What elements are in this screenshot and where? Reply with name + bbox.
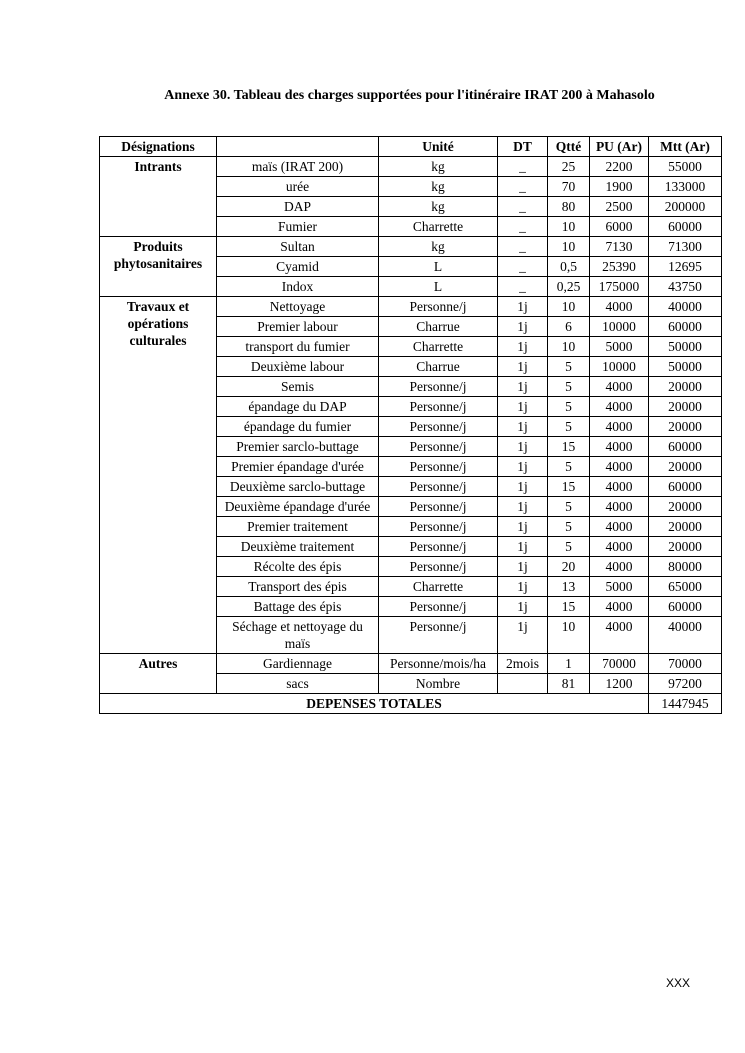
cell-qtte: 6 [548, 317, 590, 337]
cell-mtt: 20000 [649, 397, 722, 417]
cell-mtt: 60000 [649, 217, 722, 237]
cell-item: urée [217, 177, 379, 197]
cell-unite: Personne/j [379, 417, 498, 437]
cell-qtte: 5 [548, 457, 590, 477]
header-designations: Désignations [100, 137, 217, 157]
cell-qtte: 0,25 [548, 277, 590, 297]
header-unite: Unité [379, 137, 498, 157]
cell-mtt: 200000 [649, 197, 722, 217]
cell-item: Nettoyage [217, 297, 379, 317]
cell-unite: Personne/j [379, 617, 498, 654]
total-label: DEPENSES TOTALES [100, 694, 649, 714]
cell-qtte: 10 [548, 237, 590, 257]
cell-unite: Personne/j [379, 437, 498, 457]
cell-unite: Personne/j [379, 557, 498, 577]
cell-dt: 1j [498, 337, 548, 357]
cell-qtte: 1 [548, 654, 590, 674]
cell-dt: _ [498, 277, 548, 297]
cell-dt: _ [498, 177, 548, 197]
cell-mtt: 50000 [649, 357, 722, 377]
cell-dt: 1j [498, 517, 548, 537]
cell-item: transport du fumier [217, 337, 379, 357]
total-row [100, 694, 722, 714]
cell-item: Premier traitement [217, 517, 379, 537]
cell-qtte: 5 [548, 357, 590, 377]
page-title: Annexe 30. Tableau des charges supportées pour l'itinéraire IRAT 200 à Mahasolo [164, 88, 655, 103]
cell-unite: Personne/j [379, 297, 498, 317]
cell-item: Récolte des épis [217, 557, 379, 577]
cell-item: Transport des épis [217, 577, 379, 597]
cell-item: Indox [217, 277, 379, 297]
header-dt: DT [498, 137, 548, 157]
cell-qtte: 5 [548, 537, 590, 557]
cell-item: épandage du DAP [217, 397, 379, 417]
cell-unite: Charrue [379, 357, 498, 377]
cell-qtte: 15 [548, 437, 590, 457]
cell-pu: 10000 [590, 357, 649, 377]
group-label: Produits phytosanitaires [100, 237, 217, 297]
cell-pu: 4000 [590, 417, 649, 437]
header-pu: PU (Ar) [590, 137, 649, 157]
cell-unite: Charrette [379, 337, 498, 357]
cell-mtt: 60000 [649, 597, 722, 617]
cell-dt [498, 674, 548, 694]
cell-unite: L [379, 277, 498, 297]
cell-pu: 70000 [590, 654, 649, 674]
cell-dt: _ [498, 217, 548, 237]
header-item [217, 137, 379, 157]
cell-dt: 2mois [498, 654, 548, 674]
cell-item: Deuxième épandage d'urée [217, 497, 379, 517]
cell-pu: 4000 [590, 537, 649, 557]
cell-dt: _ [498, 237, 548, 257]
cell-dt: 1j [498, 417, 548, 437]
cell-qtte: 13 [548, 577, 590, 597]
cell-dt: 1j [498, 557, 548, 577]
cell-qtte: 80 [548, 197, 590, 217]
page-number: XXX [665, 976, 690, 990]
cell-qtte: 25 [548, 157, 590, 177]
cell-unite: Personne/j [379, 537, 498, 557]
cell-dt: _ [498, 157, 548, 177]
group-label: Travaux et opérations culturales [100, 297, 217, 654]
table-body [100, 157, 722, 694]
cell-unite: Charrue [379, 317, 498, 337]
table-row [100, 297, 722, 317]
cell-dt: 1j [498, 357, 548, 377]
cell-qtte: 81 [548, 674, 590, 694]
cell-mtt: 71300 [649, 237, 722, 257]
cell-qtte: 10 [548, 617, 590, 654]
cell-pu: 25390 [590, 257, 649, 277]
cell-pu: 1200 [590, 674, 649, 694]
table-row [100, 237, 722, 257]
group-label: Intrants [100, 157, 217, 237]
cell-unite: Personne/j [379, 497, 498, 517]
cell-dt: 1j [498, 297, 548, 317]
cell-item: Cyamid [217, 257, 379, 277]
cell-mtt: 70000 [649, 654, 722, 674]
cell-unite: Personne/j [379, 377, 498, 397]
cell-mtt: 20000 [649, 537, 722, 557]
cell-pu: 4000 [590, 457, 649, 477]
cell-qtte: 10 [548, 297, 590, 317]
cell-item: Deuxième traitement [217, 537, 379, 557]
cell-unite: Personne/j [379, 397, 498, 417]
group-label: Autres [100, 654, 217, 694]
cell-unite: Personne/j [379, 597, 498, 617]
table-row [100, 157, 722, 177]
cell-qtte: 10 [548, 217, 590, 237]
cell-mtt: 20000 [649, 377, 722, 397]
cell-mtt: 55000 [649, 157, 722, 177]
cell-pu: 2200 [590, 157, 649, 177]
cell-pu: 4000 [590, 517, 649, 537]
cell-item: Semis [217, 377, 379, 397]
cell-dt: _ [498, 257, 548, 277]
cell-pu: 4000 [590, 597, 649, 617]
cell-dt: 1j [498, 537, 548, 557]
charges-table [99, 136, 722, 714]
cell-item: Premier sarclo-buttage [217, 437, 379, 457]
cell-item: Sultan [217, 237, 379, 257]
cell-qtte: 20 [548, 557, 590, 577]
cell-mtt: 40000 [649, 297, 722, 317]
cell-dt: 1j [498, 597, 548, 617]
cell-mtt: 20000 [649, 457, 722, 477]
cell-pu: 4000 [590, 557, 649, 577]
cell-unite: Personne/j [379, 457, 498, 477]
cell-pu: 4000 [590, 297, 649, 317]
cell-unite: kg [379, 177, 498, 197]
cell-mtt: 40000 [649, 617, 722, 654]
cell-dt: 1j [498, 577, 548, 597]
cell-dt: 1j [498, 317, 548, 337]
cell-mtt: 20000 [649, 497, 722, 517]
cell-pu: 4000 [590, 497, 649, 517]
cell-qtte: 15 [548, 597, 590, 617]
cell-mtt: 20000 [649, 417, 722, 437]
cell-item: Deuxième sarclo-buttage [217, 477, 379, 497]
cell-qtte: 5 [548, 417, 590, 437]
cell-item: Gardiennage [217, 654, 379, 674]
cell-qtte: 5 [548, 517, 590, 537]
cell-unite: kg [379, 157, 498, 177]
cell-qtte: 0,5 [548, 257, 590, 277]
header-qtte: Qtté [548, 137, 590, 157]
cell-mtt: 50000 [649, 337, 722, 357]
cell-item: Premier épandage d'urée [217, 457, 379, 477]
cell-pu: 1900 [590, 177, 649, 197]
cell-unite: L [379, 257, 498, 277]
cell-dt: _ [498, 197, 548, 217]
cell-pu: 5000 [590, 577, 649, 597]
cell-pu: 5000 [590, 337, 649, 357]
cell-item: DAP [217, 197, 379, 217]
table-header-row [100, 137, 722, 157]
cell-mtt: 12695 [649, 257, 722, 277]
cell-mtt: 80000 [649, 557, 722, 577]
cell-dt: 1j [498, 457, 548, 477]
cell-qtte: 70 [548, 177, 590, 197]
cell-qtte: 10 [548, 337, 590, 357]
cell-qtte: 5 [548, 497, 590, 517]
cell-pu: 10000 [590, 317, 649, 337]
cell-pu: 4000 [590, 377, 649, 397]
cell-mtt: 60000 [649, 477, 722, 497]
cell-qtte: 15 [548, 477, 590, 497]
cell-unite: Charrette [379, 217, 498, 237]
cell-item: Fumier [217, 217, 379, 237]
cell-mtt: 60000 [649, 437, 722, 457]
cell-unite: kg [379, 237, 498, 257]
cell-pu: 4000 [590, 397, 649, 417]
cell-pu: 4000 [590, 477, 649, 497]
cell-unite: Nombre [379, 674, 498, 694]
cell-mtt: 97200 [649, 674, 722, 694]
cell-item: maïs (IRAT 200) [217, 157, 379, 177]
cell-pu: 175000 [590, 277, 649, 297]
cell-dt: 1j [498, 397, 548, 417]
table-row [100, 654, 722, 674]
cell-pu: 2500 [590, 197, 649, 217]
cell-qtte: 5 [548, 377, 590, 397]
cell-item: Séchage et nettoyage du maïs [217, 617, 379, 654]
header-mtt: Mtt (Ar) [649, 137, 722, 157]
cell-item: Battage des épis [217, 597, 379, 617]
cell-unite: Charrette [379, 577, 498, 597]
cell-dt: 1j [498, 497, 548, 517]
cell-unite: Personne/j [379, 477, 498, 497]
cell-unite: kg [379, 197, 498, 217]
cell-mtt: 65000 [649, 577, 722, 597]
cell-dt: 1j [498, 377, 548, 397]
cell-qtte: 5 [548, 397, 590, 417]
cell-mtt: 133000 [649, 177, 722, 197]
cell-unite: Personne/j [379, 517, 498, 537]
total-value: 1447945 [649, 694, 722, 714]
cell-item: Deuxième labour [217, 357, 379, 377]
cell-mtt: 20000 [649, 517, 722, 537]
cell-pu: 4000 [590, 437, 649, 457]
cell-pu: 4000 [590, 617, 649, 654]
cell-pu: 6000 [590, 217, 649, 237]
cell-item: Premier labour [217, 317, 379, 337]
cell-dt: 1j [498, 437, 548, 457]
cell-item: sacs [217, 674, 379, 694]
cell-dt: 1j [498, 477, 548, 497]
cell-pu: 7130 [590, 237, 649, 257]
cell-item: épandage du fumier [217, 417, 379, 437]
cell-dt: 1j [498, 617, 548, 654]
cell-unite: Personne/mois/ha [379, 654, 498, 674]
cell-mtt: 43750 [649, 277, 722, 297]
cell-mtt: 60000 [649, 317, 722, 337]
